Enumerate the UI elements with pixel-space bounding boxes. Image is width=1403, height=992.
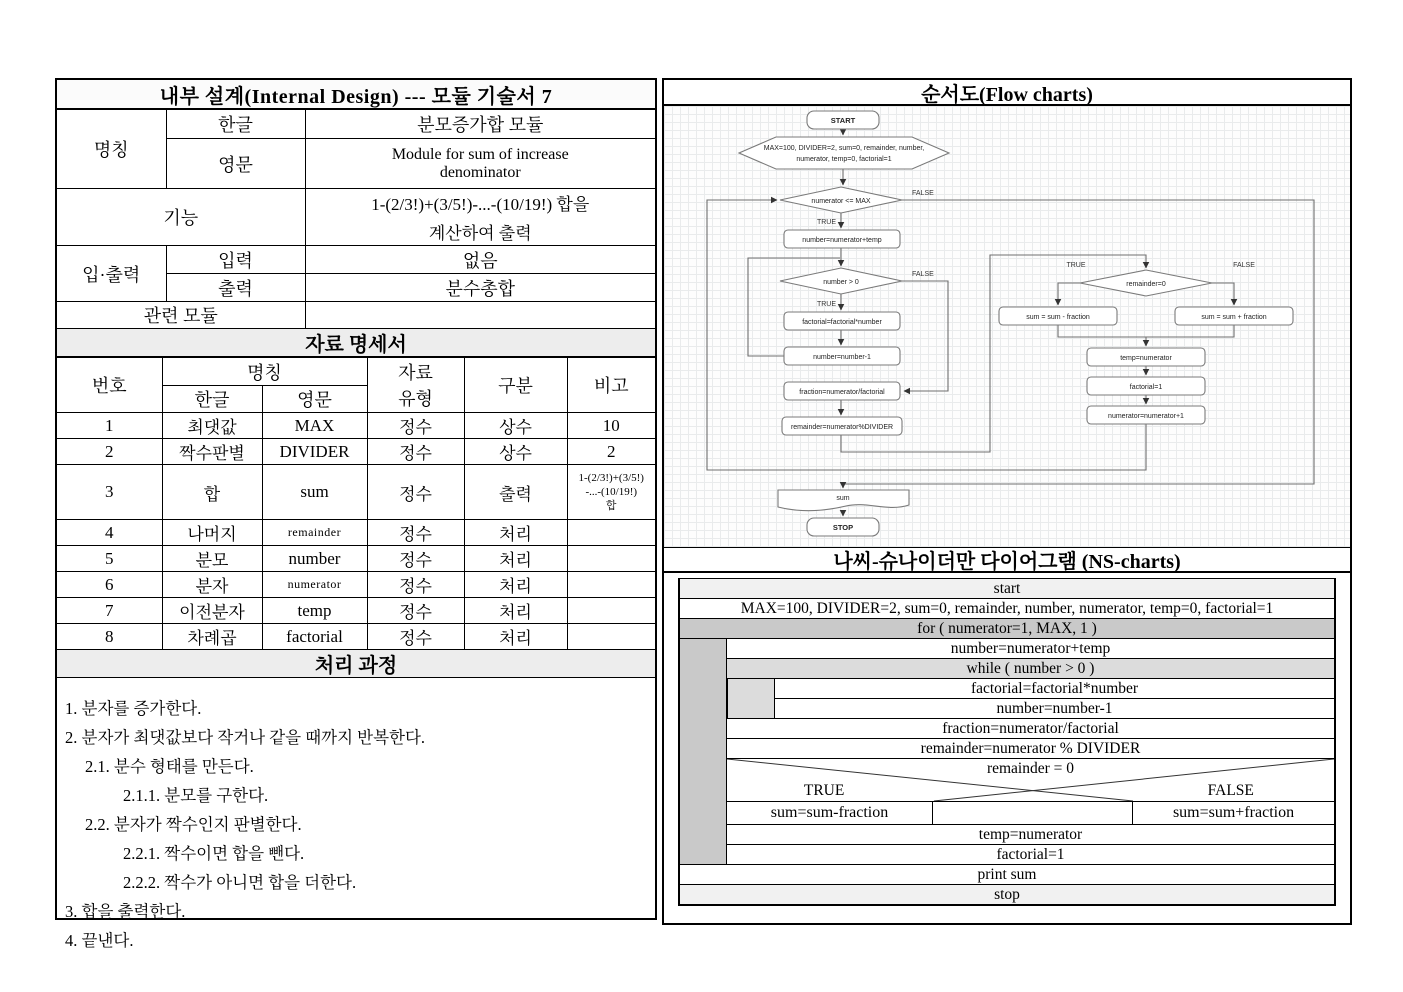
ns-branch-true-cell: sum=sum-fraction [726, 801, 933, 825]
spec-cell: 처리 [464, 572, 567, 598]
input-value-cell: 없음 [305, 246, 655, 274]
spec-header-type [367, 358, 464, 413]
table-row [57, 546, 655, 572]
spec-header-name: 명칭 [162, 358, 367, 386]
ns-stop-row: stop [679, 884, 1335, 905]
data-spec-section-bar: 자료 명세서 [57, 329, 655, 357]
function-value-line1: 1-(2/3!)+(3/5!)-...-(10/19!) 합을 [371, 195, 590, 214]
process-step: 3. 합을 출력한다. [65, 902, 186, 921]
note-line: 합 [605, 500, 617, 513]
process-step: 2.2. 분자가 짝수인지 판별한다. [85, 815, 302, 834]
process-step: 2.1. 분수 형태를 만든다. [85, 757, 254, 776]
flowchart-title: 순서도(Flow charts) [664, 80, 1350, 106]
spec-cell: 상수 [464, 413, 567, 439]
process-steps [57, 678, 655, 955]
spec-cell: DIVIDER [262, 439, 367, 465]
prep-label-line2: numerator, temp=0, factorial=1 [796, 156, 892, 163]
assign1-label: number=numerator+temp [802, 237, 882, 244]
cond3-false-label: FALSE [1233, 262, 1255, 269]
spec-header-no: 번호 [57, 358, 162, 413]
process-step: 4. 끝낸다. [65, 931, 134, 950]
spec-cell: 처리 [464, 520, 567, 546]
ns-branch-false-cell: sum=sum+fraction [1132, 801, 1335, 825]
cond2-false-label: FALSE [912, 271, 934, 278]
spec-cell [567, 572, 655, 598]
ns-while2-row: number=number-1 [774, 698, 1335, 719]
spec-cell: 3 [57, 465, 162, 520]
hangul-value-cell: 분모증가합 모듈 [305, 110, 655, 139]
note-line: 1-(2/3!)+(3/5!) [578, 471, 644, 484]
table-row [57, 624, 655, 650]
process-step: 2. 분자가 최댓값보다 작거나 같을 때까지 반복한다. [65, 728, 426, 747]
spec-cell: 정수 [367, 572, 464, 598]
spec-header-hangul: 한글 [162, 386, 262, 413]
process-section-bar: 처리 과정 [57, 650, 655, 678]
cond1-false-label: FALSE [912, 190, 934, 197]
spec-header-note: 비고 [567, 358, 655, 413]
related-value-cell [305, 302, 655, 329]
cond3-true-label: TRUE [1066, 262, 1086, 269]
spec-cell: sum [262, 465, 367, 520]
spec-cell: 5 [57, 546, 162, 572]
start-node-label: START [830, 116, 856, 125]
spec-cell: 8 [57, 624, 162, 650]
module-spec-panel [55, 78, 657, 950]
output-value-cell: 분수총합 [305, 274, 655, 302]
related-label-cell: 관련 모듈 [57, 302, 305, 329]
process-step: 2.2.2. 짝수가 아니면 합을 더한다. [123, 873, 357, 892]
process-step: 2.2.1. 짝수이면 합을 뺀다. [123, 844, 305, 863]
table-row [57, 572, 655, 598]
ns-init-row: MAX=100, DIVIDER=2, sum=0, remainder, number, numerator, temp=0, factorial=1 [679, 598, 1335, 619]
ns-print-row: print sum [679, 864, 1335, 885]
output-label-cell: 출력 [166, 274, 305, 302]
spec-cell: temp [262, 598, 367, 624]
spec-cell: 처리 [464, 598, 567, 624]
table-row [57, 413, 655, 439]
name-label-cell: 명칭 [57, 110, 166, 189]
loop1-label: factorial=factorial*number [802, 319, 882, 326]
spec-cell [567, 546, 655, 572]
ns-decision-true-label: TRUE [803, 782, 845, 799]
ns-body2-row: remainder=numerator % DIVIDER [726, 738, 1335, 759]
english-value-cell [305, 139, 655, 189]
io-label-cell: 입·출력 [57, 246, 166, 302]
ns-decision-false-label: FALSE [1207, 782, 1254, 799]
spec-cell: 처리 [464, 546, 567, 572]
prep-label-line1: MAX=100, DIVIDER=2, sum=0, remainder, number, [763, 145, 925, 152]
cond2-label: number > 0 [823, 279, 859, 286]
spec-cell: numerator [262, 572, 367, 598]
ns-branch-row [726, 801, 1335, 825]
tail1-label: temp=numerator [1120, 355, 1172, 362]
spec-cell: 정수 [367, 439, 464, 465]
branch-false-label: sum = sum + fraction [1201, 314, 1267, 321]
table-row [57, 598, 655, 624]
input-label-cell: 입력 [166, 246, 305, 274]
spec-header-english: 영문 [262, 386, 367, 413]
spec-cell: 정수 [367, 624, 464, 650]
ns-chart-title: 나씨-슈나이더만 다이어그램 (NS-charts) [664, 547, 1350, 573]
function-value-line2: 계산하여 출력 [428, 224, 532, 243]
spec-cell: 2 [57, 439, 162, 465]
ns-for-sidebar [679, 638, 727, 865]
spec-cell: 짝수판별 [162, 439, 262, 465]
cond3-label: remainder=0 [1126, 281, 1166, 288]
hangul-label-cell: 한글 [166, 110, 305, 139]
flowchart-canvas [664, 106, 1350, 547]
spec-cell: 1 [57, 413, 162, 439]
note-line: -...-(10/19!) [585, 485, 638, 498]
loop2-label: number=number-1 [813, 354, 871, 361]
spec-cell: 이전분자 [162, 598, 262, 624]
english-value-line1: Module for sum of increase [391, 145, 569, 163]
spec-cell [567, 624, 655, 650]
ns-for-row: for ( numerator=1, MAX, 1 ) [679, 618, 1335, 639]
spec-cell: MAX [262, 413, 367, 439]
ns-start-row: start [679, 578, 1335, 599]
ns-body3-row: temp=numerator [726, 824, 1335, 845]
function-value-cell [305, 189, 655, 246]
spec-cell: 정수 [367, 598, 464, 624]
ns-decision-block [726, 758, 1335, 802]
spec-cell: 분모 [162, 546, 262, 572]
spec-header-type-line1: 자료 [398, 363, 433, 383]
table-row [57, 439, 655, 465]
process-step: 1. 분자를 증가한다. [65, 699, 202, 718]
spec-cell: 정수 [367, 520, 464, 546]
ns-chart-canvas [664, 573, 1350, 923]
spec-cell: 합 [162, 465, 262, 520]
english-label-cell: 영문 [166, 139, 305, 189]
process-step: 2.1.1. 분모를 구한다. [123, 786, 269, 805]
after1-label: fraction=numerator/factorial [799, 389, 885, 396]
tail3-label: numerator=numerator+1 [1108, 413, 1184, 420]
spec-cell: 차례곱 [162, 624, 262, 650]
spec-cell: 출력 [464, 465, 567, 520]
table-row [57, 465, 655, 520]
spec-cell: 정수 [367, 546, 464, 572]
spec-cell [567, 520, 655, 546]
ns-branch-empty-cell [932, 801, 1133, 825]
english-value-line2: denominator [439, 163, 521, 181]
prep-hexagon-shape [739, 137, 949, 169]
ns-decision-condition: remainder = 0 [986, 760, 1075, 777]
spec-cell: 분자 [162, 572, 262, 598]
ns-body4-row: factorial=1 [726, 844, 1335, 865]
cond2-true-label: TRUE [816, 301, 836, 308]
ns-while-row: while ( number > 0 ) [726, 658, 1335, 679]
flowchart-drawing [664, 106, 1354, 547]
module-info-table [57, 109, 655, 329]
spec-cell: 2 [567, 439, 655, 465]
spec-cell: 최댓값 [162, 413, 262, 439]
spec-header-type-line2: 유형 [398, 389, 433, 409]
tail2-label: factorial=1 [1129, 384, 1163, 391]
charts-panel [662, 78, 1352, 925]
spec-cell: 정수 [367, 465, 464, 520]
spec-cell: 4 [57, 520, 162, 546]
spec-header-category: 구분 [464, 358, 567, 413]
output-label: sum [836, 495, 850, 502]
document-title: 내부 설계(Internal Design) --- 모듈 기술서 7 [57, 80, 655, 109]
ns-while1-row: factorial=factorial*number [774, 678, 1335, 699]
spec-cell [567, 598, 655, 624]
ns-while-body [727, 678, 1335, 719]
spec-cell: 6 [57, 572, 162, 598]
spec-cell [567, 465, 655, 520]
spec-cell: 나머지 [162, 520, 262, 546]
ns-for-body [679, 638, 1335, 865]
spec-cell: remainder [262, 520, 367, 546]
stop-node-label: STOP [832, 523, 854, 532]
branch-true-label: sum = sum - fraction [1026, 314, 1090, 321]
spec-cell: 10 [567, 413, 655, 439]
spec-cell: 상수 [464, 439, 567, 465]
data-spec-table [57, 357, 655, 650]
cond1-true-label: TRUE [816, 219, 836, 226]
spec-cell: 정수 [367, 413, 464, 439]
ns-body1-row: fraction=numerator/factorial [726, 718, 1335, 739]
spec-cell: 처리 [464, 624, 567, 650]
ns-chart [678, 578, 1336, 906]
function-label-cell: 기능 [57, 189, 305, 246]
ns-while-sidebar [727, 678, 775, 719]
table-row [57, 520, 655, 546]
after2-label: remainder=numerator%DIVIDER [790, 424, 894, 431]
spec-cell: factorial [262, 624, 367, 650]
spec-cell: 7 [57, 598, 162, 624]
ns-assign1-row: number=numerator+temp [726, 638, 1335, 659]
cond1-label: numerator <= MAX [811, 198, 871, 205]
spec-cell: number [262, 546, 367, 572]
